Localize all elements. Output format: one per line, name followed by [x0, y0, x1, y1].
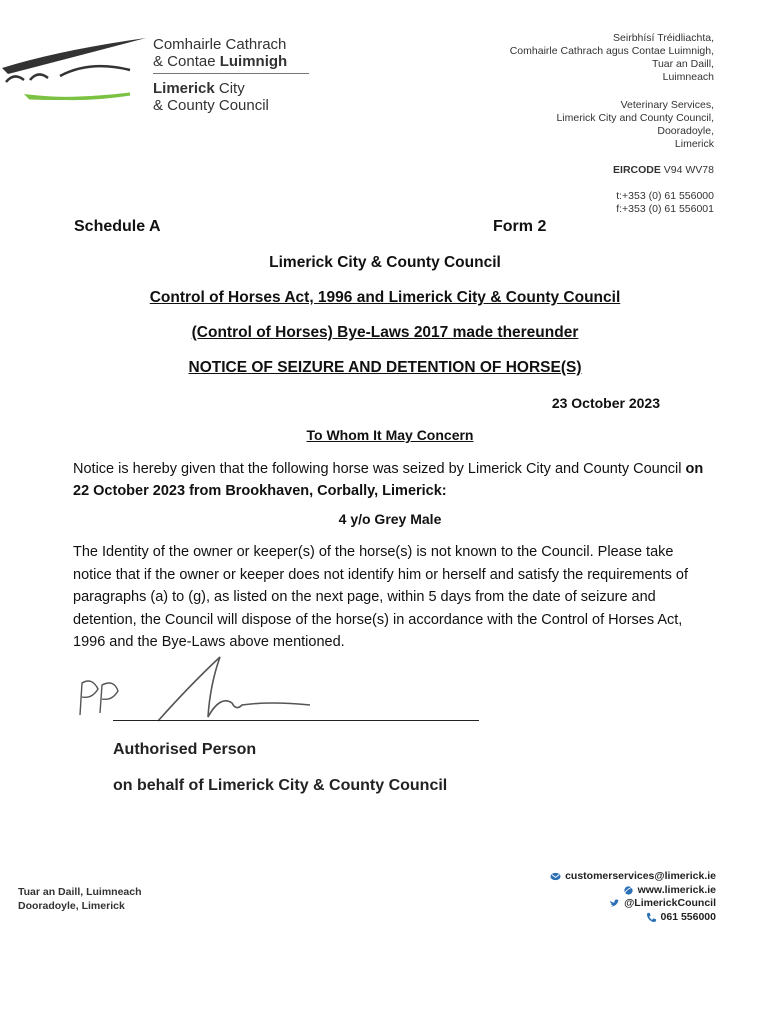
on-behalf-of: on behalf of Limerick City & County Council [113, 777, 448, 794]
phone-icon [646, 912, 657, 923]
fax-number: f:+353 (0) 61 556001 [616, 203, 714, 215]
salutation: To Whom It May Concern [306, 427, 474, 443]
address-en-line: Limerick [674, 138, 714, 150]
footer-contacts [550, 870, 716, 924]
footer-phone[interactable] [550, 911, 716, 925]
footer-phone-text: 061 556000 [660, 910, 716, 923]
act-heading-line1: Control of Horses Act, 1996 and Limerick City & County Council [149, 289, 621, 306]
notice-paragraph: The Identity of the owner or keeper(s) of the horse(s) is not known to the Council. Please take notice that if the owner or keeper does not identify him or herself and satisfy the requirements of paragraphs (a) to (g), as listed on the next page, within 5 days from the date of seizure and detention, the Council will dispose of the horse(s) in accordance with the Control of Horses Act, 1996 and the Bye-Laws above mentioned. [73, 544, 688, 650]
address-en-line: Dooradoyle, [657, 125, 714, 137]
council-heading: Limerick City & County Council [269, 254, 501, 271]
email-icon [550, 871, 561, 882]
logo-divider [153, 73, 309, 74]
contact-numbers [616, 190, 714, 216]
footer-email-text: customerservices@limerick.ie [565, 870, 716, 882]
address-irish-line: Seirbhísí Tréidliachta, [613, 32, 714, 44]
footer-address-line2: Dooradoyle, Limerick [18, 900, 125, 912]
handwritten-signature [70, 655, 490, 735]
signature-line [113, 720, 479, 721]
address-irish [510, 32, 714, 84]
eircode [613, 164, 714, 176]
horse-description: 4 y/o Grey Male [338, 511, 442, 527]
logo-irish-line1: Comhairle Cathrach [153, 36, 287, 53]
notice-body: Notice is hereby given that the following horse was seized by Limerick City and County Council [73, 461, 686, 477]
form-label: Form 2 [493, 218, 547, 235]
notice-text [73, 458, 713, 502]
address-english [556, 99, 714, 151]
act-heading-line2: (Control of Horses) Bye-Laws 2017 made thereunder [191, 324, 579, 341]
logo-en-line2: & County Council [153, 97, 269, 114]
logo-en-rest: City [214, 80, 245, 97]
schedule-label: Schedule A [74, 218, 161, 235]
notice-date: 23 October 2023 [551, 395, 660, 411]
address-irish-line: Luimneach [662, 71, 714, 83]
footer-address-line1: Tuar an Daill, Luimneach [18, 886, 142, 898]
address-en-line: Veterinary Services, [620, 99, 714, 111]
footer-twitter-text: @LimerickCouncil [624, 897, 716, 909]
address-irish-line: Tuar an Daill, [651, 58, 714, 70]
eircode-label: EIRCODE [613, 164, 661, 176]
web-icon [623, 885, 634, 896]
seizure-details: on 22 October 2023 from Brookhaven, Corbally, Limerick: [73, 461, 704, 499]
authorised-person: Authorised Person [113, 741, 257, 758]
logo-irish-name [153, 36, 287, 70]
footer-email[interactable] [550, 870, 716, 884]
phone-number: t:+353 (0) 61 556000 [616, 190, 714, 202]
logo-irish-line2 [153, 53, 287, 70]
council-logo-swoosh [0, 30, 150, 110]
logo-english-name [153, 80, 269, 114]
address-en-line: Limerick City and County Council, [556, 112, 714, 124]
twitter-icon [609, 898, 620, 909]
footer-twitter[interactable] [550, 897, 716, 911]
footer-web[interactable] [550, 884, 716, 898]
logo-en-bold: Limerick [153, 80, 215, 97]
footer-web-text: www.limerick.ie [637, 883, 716, 896]
eircode-value: V94 WV78 [660, 164, 714, 176]
logo-irish-prefix: & Contae [153, 53, 220, 70]
footer-address [18, 885, 142, 913]
logo-en-line1 [153, 80, 269, 97]
notice-title: NOTICE OF SEIZURE AND DETENTION OF HORSE(S) [188, 359, 582, 376]
logo-irish-bold: Luimnigh [219, 53, 288, 70]
address-irish-line: Comhairle Cathrach agus Contae Luimnigh, [509, 45, 714, 57]
